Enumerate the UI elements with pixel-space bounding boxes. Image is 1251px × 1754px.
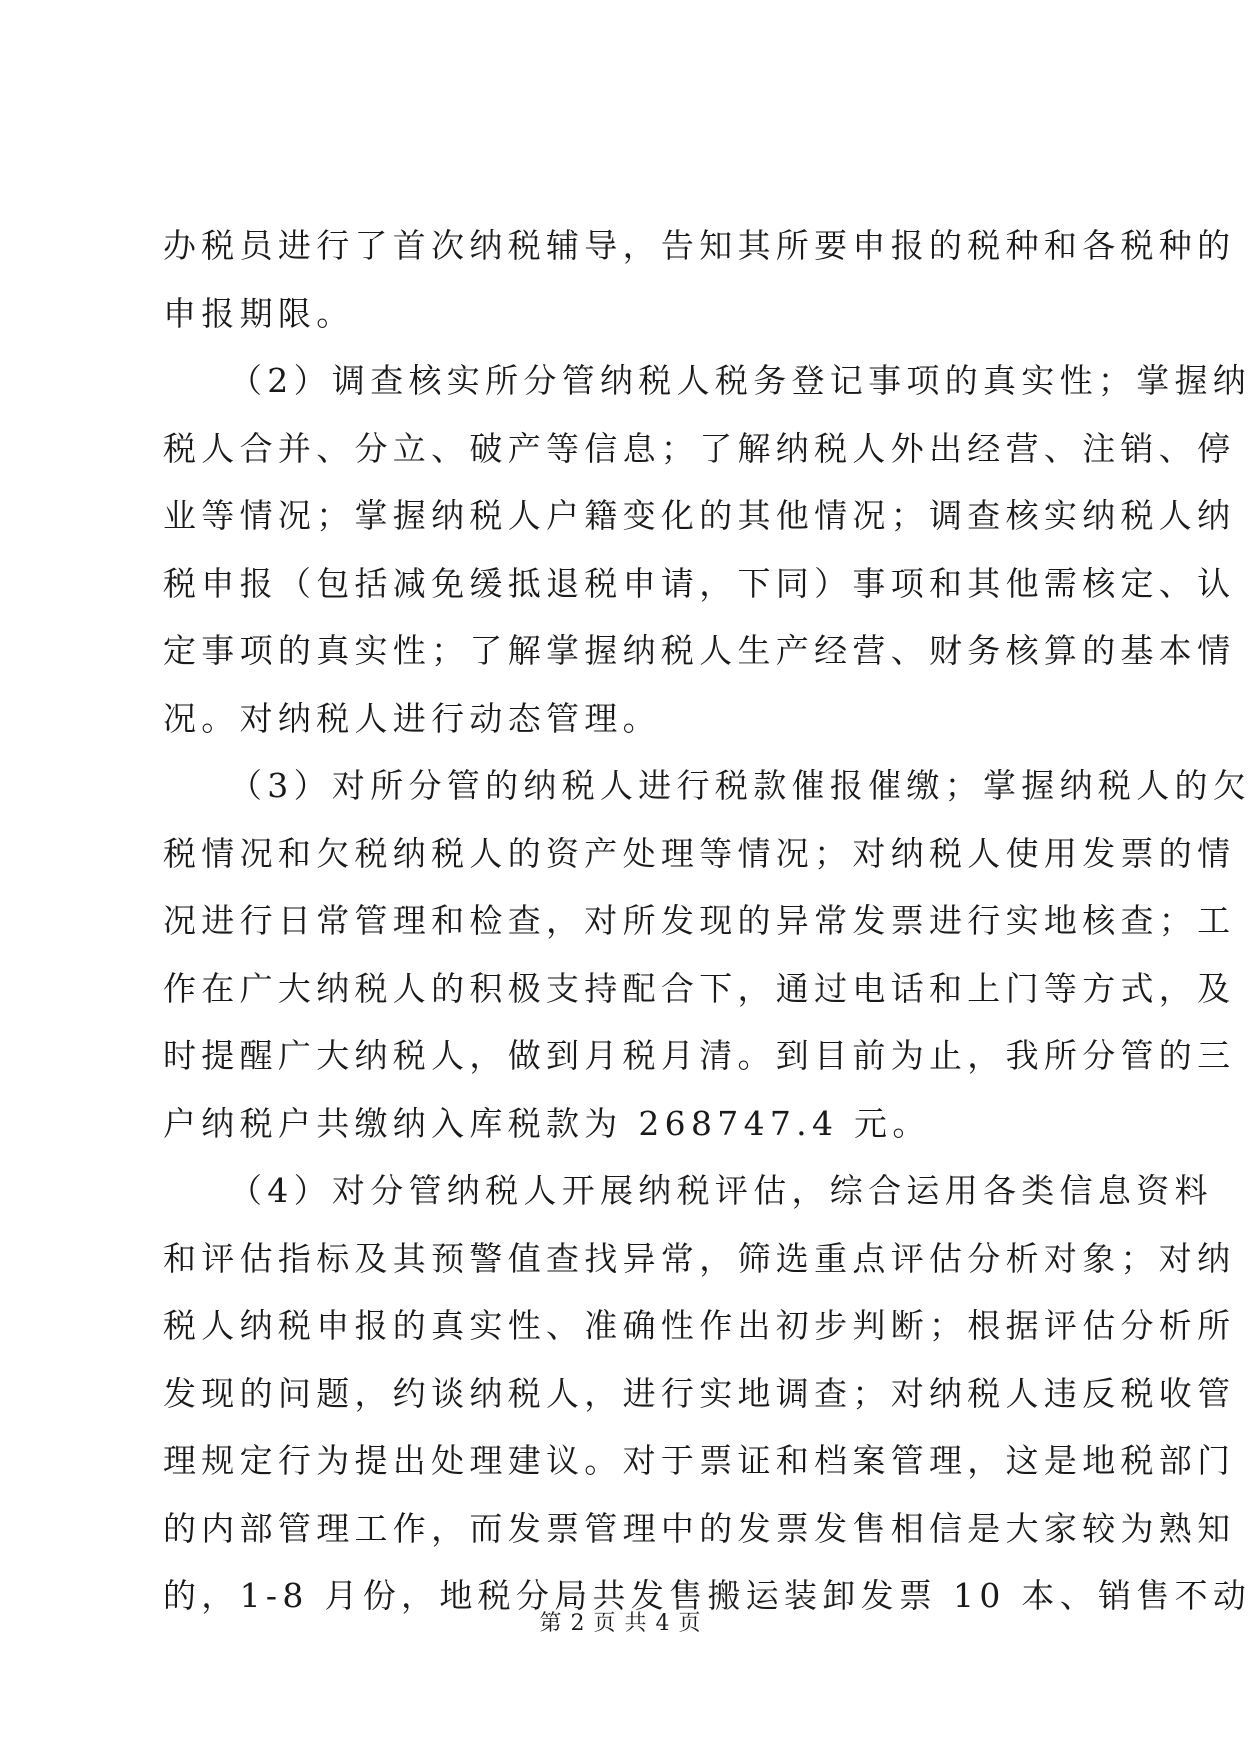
text-line: 税人合并、分立、破产等信息；了解纳税人外出经营、注销、停 xyxy=(163,428,1236,468)
paragraph-start-line: （3）对所分管的纳税人进行税款催报催缴；掌握纳税人的欠 xyxy=(229,766,1251,805)
paragraph-start-line: （4）对分管纳税人开展纳税评估，综合运用各类信息资料 xyxy=(229,1171,1213,1210)
text-line: 户纳税户共缴纳入库税款为 268747.4 元。 xyxy=(163,1103,931,1143)
text-line: 时提醒广大纳税人，做到月税月清。到目前为止，我所分管的三 xyxy=(163,1036,1236,1075)
text-line: 况进行日常管理和检查，对所发现的异常发票进行实地核查；工 xyxy=(163,901,1236,940)
text-line: 申报期限。 xyxy=(163,293,355,333)
text-line: 业等情况；掌握纳税人户籍变化的其他情况；调查核实纳税人纳 xyxy=(163,496,1236,535)
text-line: 和评估指标及其预警值查找异常，筛选重点评估分析对象；对纳 xyxy=(163,1238,1236,1278)
text-line: 税申报（包括减免缓抵退税申请，下同）事项和其他需核定、认 xyxy=(163,563,1236,603)
text-line: 发现的问题，约谈纳税人，进行实地调查；对纳税人违反税收管 xyxy=(163,1373,1236,1413)
text-line: 的内部管理工作，而发票管理中的发票发售相信是大家较为熟知 xyxy=(163,1508,1236,1548)
text-line: 定事项的真实性；了解掌握纳税人生产经营、财务核算的基本情 xyxy=(163,631,1236,670)
text-line: 税人纳税申报的真实性、准确性作出初步判断；根据评估分析所 xyxy=(163,1306,1236,1345)
text-line: 的，1-8 月份，地税分局共发售搬运装卸发票 10 本、销售不动 xyxy=(163,1576,1251,1615)
text-line: 作在广大纳税人的积极支持配合下，通过电话和上门等方式，及 xyxy=(163,968,1236,1008)
paragraph-start-line: （2）调查核实所分管纳税人税务登记事项的真实性；掌握纳 xyxy=(229,361,1251,400)
page-number-footer: 第 2 页 共 4 页 xyxy=(539,1611,702,1636)
text-line: 税情况和欠税纳税人的资产处理等情况；对纳税人使用发票的情 xyxy=(163,833,1236,873)
text-line: 况。对纳税人进行动态管理。 xyxy=(163,698,661,738)
text-line: 办税员进行了首次纳税辅导，告知其所要申报的税种和各税种的 xyxy=(163,226,1236,265)
text-line: 理规定行为提出处理建议。对于票证和档案管理，这是地税部门 xyxy=(163,1441,1236,1480)
document-body xyxy=(163,226,1251,1644)
